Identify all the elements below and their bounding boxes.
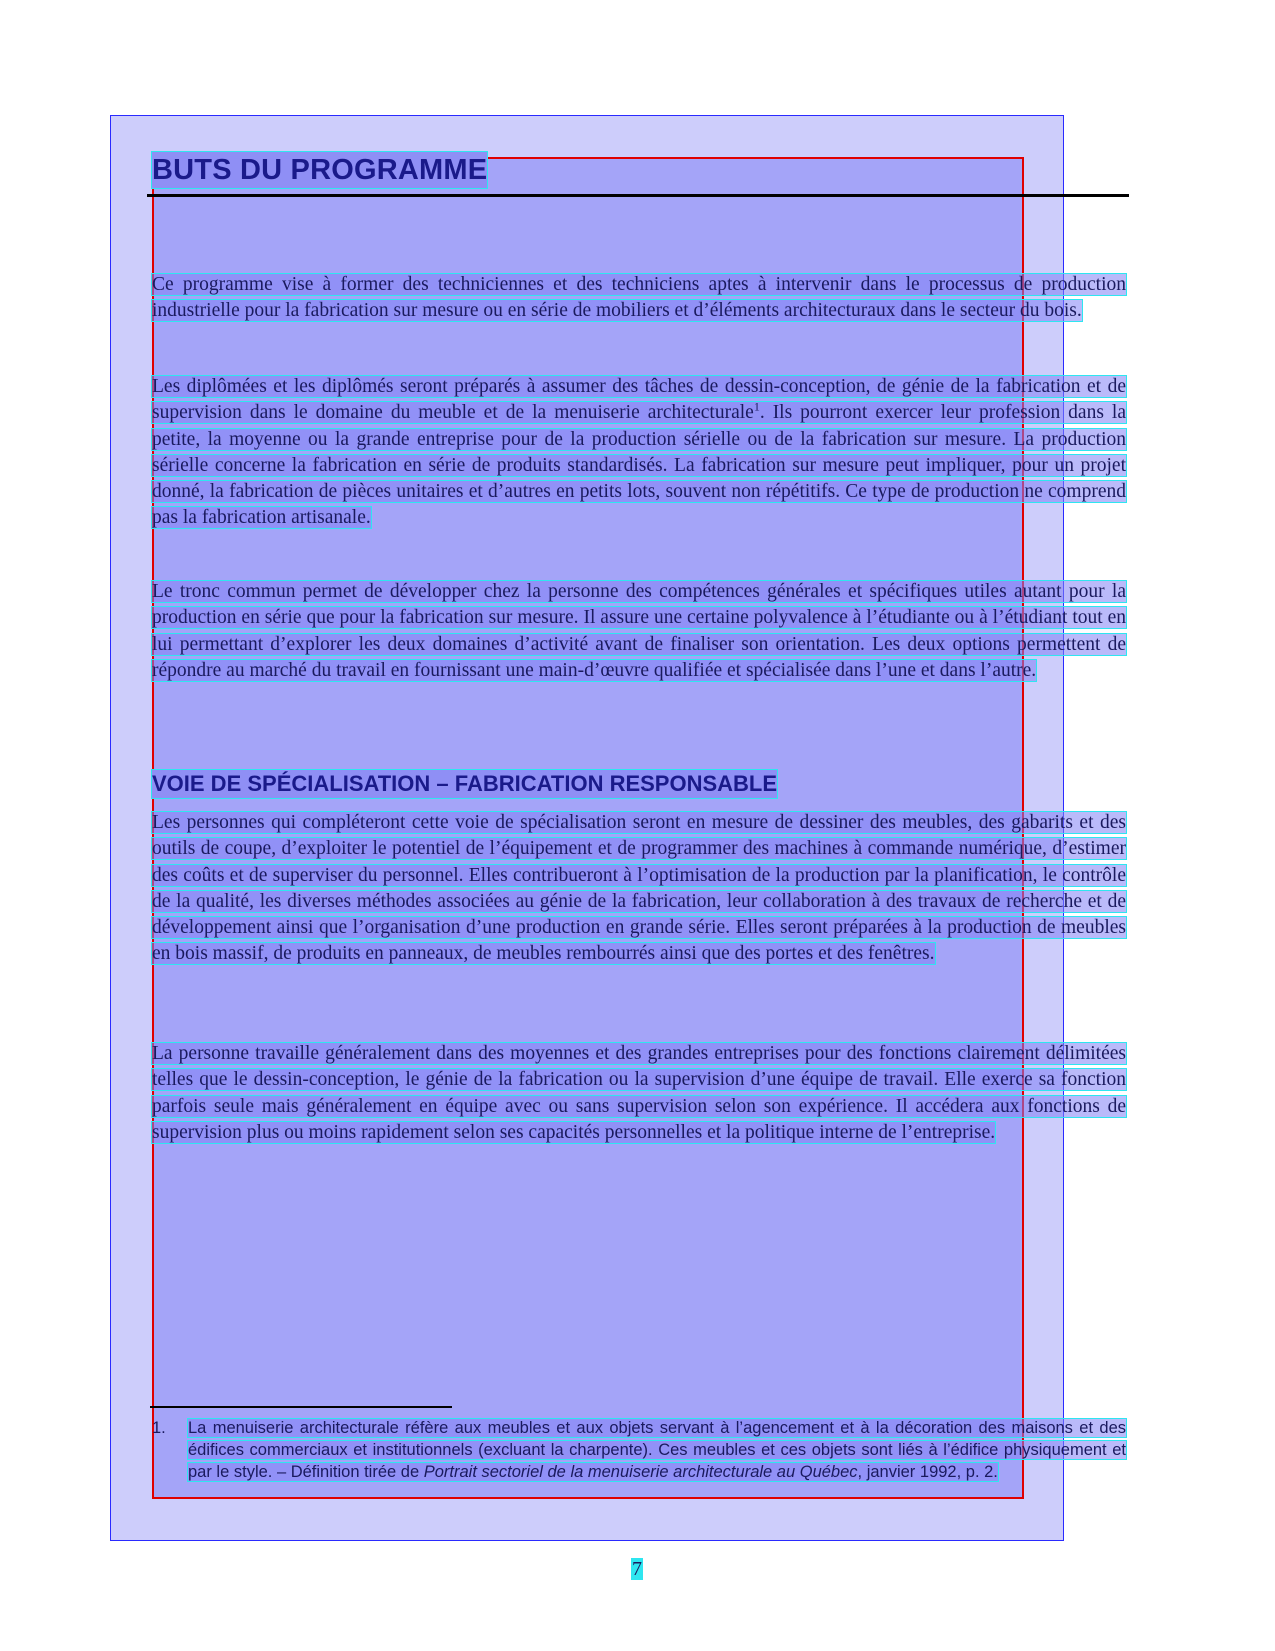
work-context-paragraph — [152, 1041, 1126, 1146]
graduates-paragraph — [152, 374, 1126, 532]
footnote-separator — [150, 1406, 452, 1408]
footnote — [152, 1417, 1126, 1483]
title-underline — [147, 194, 1129, 197]
intro-paragraph — [152, 272, 1126, 325]
paragraph-text: La personne travaille généralement dans des moyennes et des grandes entreprises pour des fonctions clairement délimitées telles que le dessin-conception, le génie de la fabrication ou la supervision d’une équipe de travail. Elle exerce sa fonction parfois seule mais généralement en équipe avec ou sans supervision selon son expérience. Il accédera aux fonctions de supervision plus ou moins rapidement selon ses capacités personnelles et la politique interne de l’entreprise. — [152, 1043, 1126, 1143]
footnote-text-before: La menuiserie architecturale réfère aux meubles et aux objets servant à l’agencement et à la décoration des maisons et des édifices commerciaux et institutionnels (excluant la charpente). Ces meubles et ces objets sont liés à l’édifice physiquement et par le style. – Définition tirée de — [188, 1419, 1126, 1481]
footnote-number: 1. — [152, 1419, 166, 1437]
paragraph-text: Ce programme vise à former des techniciennes et des techniciens aptes à intervenir dans le processus de production industrielle pour la fabrication sur mesure ou en série de mobiliers et d’éléments architecturaux dans le secteur du bois. — [152, 274, 1126, 322]
page-title: BUTS DU PROGRAMME — [152, 154, 488, 186]
footnote-text — [188, 1419, 1126, 1481]
paragraph-text-end: . Ils pourront exercer leur profession dans la petite, la moyenne ou la grande entreprise pour de la production sérielle ou de la fabrication sur mesure. La production sérielle concerne la fabrication en série de produits standardisés. La fabrication sur mesure peut impliquer, pour un projet donné, la fabrication de pièces unitaires et d’autres en petits lots, souvent non répétitifs. Ce type de production ne comprend pas la fabrication artisanale. — [152, 402, 1126, 529]
footnote-source-title: Portrait sectoriel de la menuiserie architecturale au Québec — [423, 1463, 858, 1481]
paragraph-text — [152, 376, 1126, 528]
page-number: 7 — [632, 1558, 642, 1580]
paragraph-text-start: Les diplômées et les diplômés seront préparés à assumer des tâches de dessin-conception, de génie de la fabrication et de supervision dans le domaine du meuble et de la menuiserie architecturale — [152, 376, 1126, 424]
specialisation-paragraph — [152, 810, 1126, 968]
footnote-text-after: , janvier 1992, p. 2. — [857, 1463, 998, 1481]
common-core-paragraph — [152, 579, 1126, 684]
paragraph-text: Le tronc commun permet de développer chez la personne des compétences générales et spécifiques utiles autant pour la production en série que pour la fabrication sur mesure. Il assure une certaine polyvalence à l’étudiante ou à l’étudiant tout en lui permettant d’explorer les deux domaines d’activité avant de finaliser son orientation. Les deux options permettent de répondre au marché du travail en fournissant une main-d’œuvre qualifiée et spécialisée dans l’une et dans l’autre. — [152, 581, 1126, 681]
paragraph-text: Les personnes qui compléteront cette voie de spécialisation seront en mesure de dessiner des meubles, des gabarits et des outils de coupe, d’exploiter le potentiel de l’équipement et de programmer des machines à commande numérique, d’estimer des coûts et de superviser du personnel. Elles contribueront à l’optimisation de la production par la planification, le contrôle de la qualité, les diverses méthodes associées au génie de la fabrication, leur collaboration à des travaux de recherche et de développement ainsi que l’organisation d’une production en grande série. Elles seront préparées à la production de meubles en bois massif, de produits en panneaux, de meubles rembourrés ainsi que des portes et des fenêtres. — [152, 812, 1126, 965]
section-heading: VOIE DE SPÉCIALISATION – FABRICATION RESPONSABLE — [152, 771, 778, 796]
footnote-reference[interactable]: 1 — [753, 399, 760, 414]
